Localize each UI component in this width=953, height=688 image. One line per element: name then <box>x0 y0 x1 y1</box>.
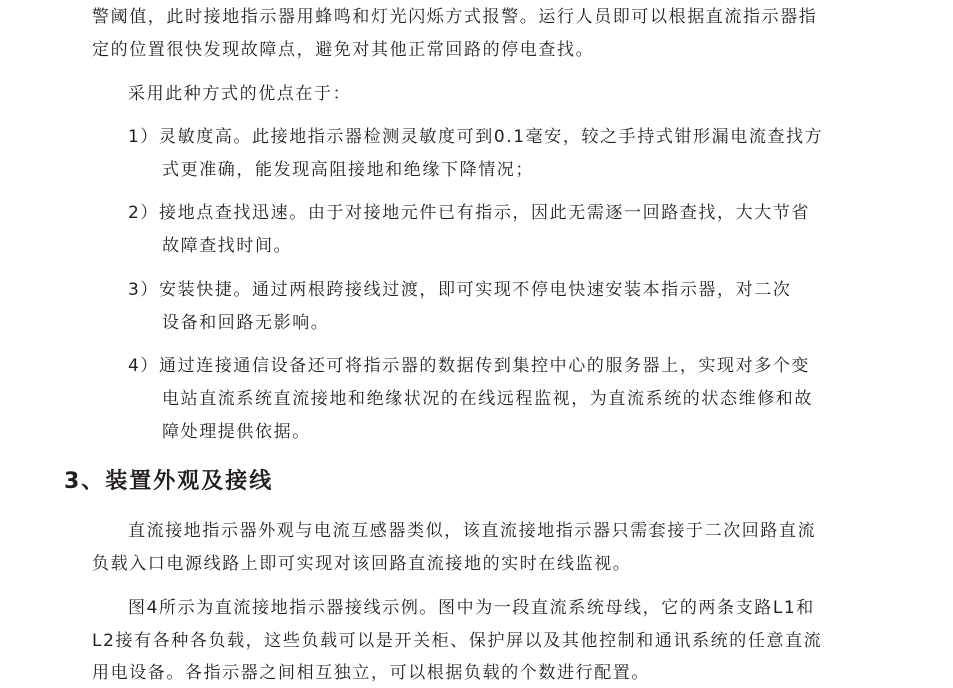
list-item-3-line-1: 3）安装快捷。通过两根跨接线过渡，即可实现不停电快速安装本指示器，对二次 <box>128 280 792 300</box>
paragraph-4-line-1: 图4所示为直流接地指示器接线示例。图中为一段直流系统母线，它的两条支路L1和 <box>128 598 815 618</box>
paragraph-2-line-1: 采用此种方式的优点在于： <box>128 84 352 104</box>
list-item-4-line-2: 电站直流系统直流接地和绝缘状况的在线远程监视，为直流系统的状态维修和故 <box>162 389 813 409</box>
list-item-1-line-2: 式更准确，能发现高阻接地和绝缘下降情况； <box>162 160 534 180</box>
paragraph-1-line-2: 定的位置很快发现故障点，避免对其他正常回路的停电查找。 <box>92 40 595 60</box>
paragraph-1-line-1: 警阈值，此时接地指示器用蜂鸣和灯光闪烁方式报警。运行人员即可以根据直流指示器指 <box>92 7 818 27</box>
paragraph-3-line-2: 负载入口电源线路上即可实现对该回路直流接地的实时在线监视。 <box>92 554 632 574</box>
list-item-1-line-1: 1）灵敏度高。此接地指示器检测灵敏度可到0.1毫安，较之手持式钳形漏电流查找方 <box>128 127 824 147</box>
section-heading-3: 3、装置外观及接线 <box>64 469 274 494</box>
list-item-4-line-3: 障处理提供依据。 <box>162 422 311 442</box>
list-item-2-line-2: 故障查找时间。 <box>162 236 293 256</box>
list-item-3-line-2: 设备和回路无影响。 <box>162 313 330 333</box>
paragraph-4-line-3: 用电设备。各指示器之间相互独立，可以根据负载的个数进行配置。 <box>92 663 650 683</box>
paragraph-4-line-2: L2接有各种各负载，这些负载可以是开关柜、保护屏以及其他控制和通讯系统的任意直流 <box>92 631 823 651</box>
paragraph-3-line-1: 直流接地指示器外观与电流互感器类似，该直流接地指示器只需套接于二次回路直流 <box>128 521 817 541</box>
list-item-2-line-1: 2）接地点查找迅速。由于对接地元件已有指示，因此无需逐一回路查找，大大节省 <box>128 203 811 223</box>
list-item-4-line-1: 4）通过连接通信设备还可将指示器的数据传到集控中心的服务器上，实现对多个变 <box>128 356 811 376</box>
